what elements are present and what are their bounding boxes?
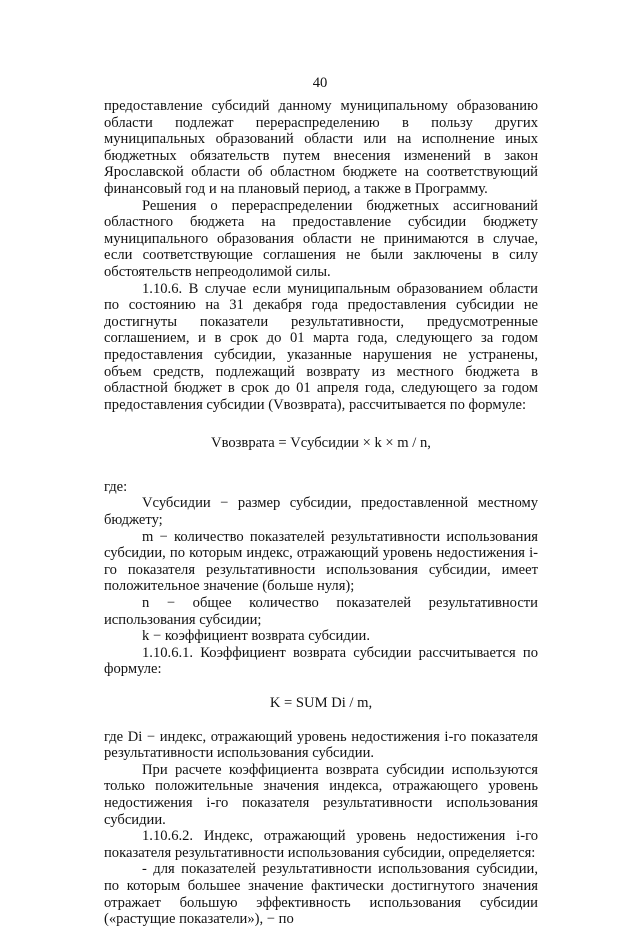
paragraph-1-10-6-2: 1.10.6.2. Индекс, отражающий уровень недостижения i-го показателя результативности использования субсидии, определяется: [104, 828, 538, 861]
page-number: 40 [312, 75, 328, 91]
definition-m: m − количество показателей результативности использования субсидии, по которым индекс, отражающий уровень недостижения i-го показателя результативности использования субсидии, имеет положительное значение (больше нуля); [104, 528, 538, 595]
definition-k: k − коэффициент возврата субсидии. [142, 628, 371, 645]
definition-vsubsidii: Vсубсидии − размер субсидии, предоставленной местному бюджету; [104, 495, 538, 529]
paragraph-positive-values: При расчете коэффициента возврата субсидии используются только положительные значения индекса, отражающего уровень недостижения i-го показателя результативности использования субсидии. [104, 761, 538, 828]
paragraph-redistribution-continued: предоставление субсидий данному муниципальному образованию области подлежат перераспределению в пользу других муниципальных образований области или на исполнение иных бюджетных обязательств путем внесения изменений в закон Ярославской области об областном бюджете на соответствующий финансовый год и на плановый период, а также в Программу. [104, 98, 538, 197]
where-label: где: [104, 478, 128, 495]
paragraph-1-10-6-1: 1.10.6.1. Коэффициент возврата субсидии рассчитывается по формуле: [104, 644, 538, 678]
paragraph-1-10-6: 1.10.6. В случае если муниципальным образованием области по состоянию на 31 декабря года предоставления субсидии не достигнуты показатели результативности, предусмотренные соглашением, и в срок до 01 марта года, следующего за годом предоставления субсидии, указанные нарушения не устранены, объем средств, подлежащий возврату из местного бюджета в областной бюджет в срок до 01 апреля года, следующего за годом предоставления субсидии (Vвозврата), рассчитывается по формуле: [104, 280, 538, 413]
formula-refund-volume: Vвозврата = Vсубсидии × k × m / n, [211, 435, 431, 452]
formula-refund-coefficient: K = SUM Di / m, [269, 695, 373, 711]
document-body [104, 98, 538, 928]
definition-di: где Di − индекс, отражающий уровень недостижения i-го показателя результативности использования субсидии. [104, 728, 538, 762]
paragraph-redistribution-decisions: Решения о перераспределении бюджетных ассигнований областного бюджета на предоставление субсидии бюджету муниципального образования области не принимаются в случае, если соответствующие соглашения не были заключены в силу обстоятельств непреодолимой силы. [104, 197, 538, 280]
paragraph-growing-indicators: - для показателей результативности использования субсидии, по которым большее значение фактически достигнутого значения отражает большую эффективность использования субсидии («растущие показатели»), − по [104, 861, 538, 928]
definition-n: n − общее количество показателей результативности использования субсидии; [104, 595, 538, 628]
